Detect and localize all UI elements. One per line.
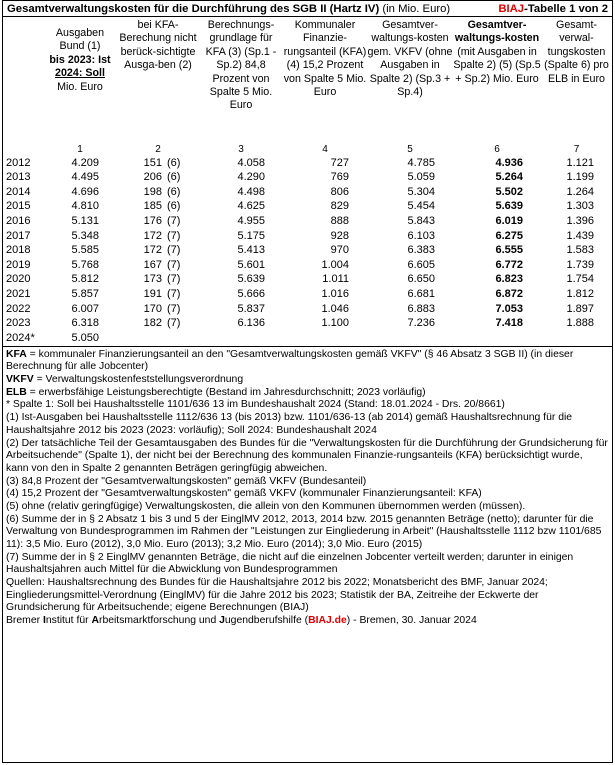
header-col1-text: Ausgaben Bund (1) — [55, 27, 105, 53]
cell-col5 — [367, 331, 453, 346]
note-star: * Spalte 1: Soll bei Haushaltsstelle 1101/636 13 im Bundeshaushalt 2024 (Stand: 18.01.2024 - Drs. 20/8661) — [6, 399, 505, 411]
header-col6-bold: Gesamtver-waltungs-kosten — [454, 19, 540, 45]
header-col5: Gesamtver-waltungs-kosten gem. VKFV (ohne Ausgaben in Spalte 2) (Sp.3 + Sp.4) — [367, 19, 453, 98]
term-elb: ELB — [6, 386, 27, 398]
column-number-row — [3, 143, 612, 156]
cell-col1: 5.768 — [71, 258, 99, 271]
cell-col3: 4.955 — [237, 215, 265, 228]
table-row — [3, 214, 612, 229]
cell-col4: 727 — [330, 156, 349, 169]
cell-year: 2019 — [6, 258, 31, 271]
note-elb — [6, 387, 608, 400]
page-title — [7, 3, 450, 17]
colnum-7: 7 — [573, 143, 580, 155]
cell-col7: 1.439 — [566, 229, 594, 242]
note-vkfv-text: = Verwaltungskostenfeststellungsverordnung — [33, 374, 244, 386]
cell-col6: 6.555 — [495, 244, 523, 257]
cell-col5: 6.650 — [407, 273, 435, 286]
cell-col2 — [117, 200, 199, 215]
colnum-6: 6 — [494, 143, 500, 155]
cell-col7: 1.583 — [566, 244, 594, 257]
cell-col2-note: (7) — [167, 215, 181, 228]
table-label — [498, 3, 608, 17]
cell-col4: 806 — [330, 185, 349, 198]
header-col4: Kommunaler Finanzie-rungsanteil (KFA) (4) 15,2 Prozent von Spalte 5 Mio. Euro — [283, 19, 367, 98]
cell-col2-note: (7) — [167, 258, 181, 271]
cell-col3: 5.175 — [237, 229, 265, 242]
colnum-1: 1 — [77, 143, 83, 155]
cell-col5: 5.304 — [407, 185, 435, 198]
cell-col1: 5.585 — [71, 244, 99, 257]
cell-col7: 1.199 — [566, 171, 594, 184]
cell-col7: 1.739 — [566, 258, 594, 271]
header-col3: Berechnungs-grundlage für KFA (3) (Sp.1 - Sp.2) 84,8 Prozent von Spalte 5 Mio. Euro — [205, 19, 277, 112]
note-2: (2) Der tatsächliche Teil der Gesamtausgaben des Bundes für die "Verwaltungskosten für die Durchführung der Grundsicherung für Arbeitsuchende" (Spalte 1), der nicht bei der Berechnung des kommunalen Finanzie-rungsanteils (KFA) berücksichtigt wurde, kann von den in Spalte 2 genannten Beträgen geringfügig abweichen. — [6, 437, 608, 474]
cell-col2 — [117, 171, 199, 186]
cell-col5: 6.883 — [407, 302, 435, 315]
cell-col7 — [541, 331, 612, 346]
colnum-5: 5 — [407, 143, 413, 155]
cell-col2-note: (6) — [167, 185, 181, 198]
cell-col1: 4.495 — [71, 171, 99, 184]
colnum-blank — [3, 143, 43, 156]
header-col2: bei KFA-Berechung nicht berück-sichtigte Ausga-ben (2) — [119, 19, 197, 72]
footer-website-link[interactable]: BIAJ.de — [308, 615, 347, 627]
cell-col3: 5.639 — [237, 273, 265, 286]
cell-year: 2012 — [6, 156, 31, 169]
header-col6 — [453, 17, 541, 143]
cell-col2 — [117, 331, 199, 346]
cell-col1: 6.318 — [71, 317, 99, 330]
cell-year: 2022 — [6, 302, 31, 315]
cell-col2-note: (6) — [167, 200, 181, 213]
cell-year: 2016 — [6, 215, 31, 228]
cell-col4: 1.016 — [321, 288, 349, 301]
cell-col3: 5.413 — [237, 244, 265, 257]
cell-col3: 5.601 — [237, 258, 265, 271]
cell-col1: 5.050 — [43, 331, 117, 346]
title-unit: (in Mio. Euro) — [382, 3, 451, 15]
cell-col4: 1.046 — [321, 302, 349, 315]
cell-col4: 829 — [330, 200, 349, 213]
cell-col6: 6.872 — [495, 288, 523, 301]
cell-col1: 4.810 — [71, 200, 99, 213]
cell-col7: 1.264 — [566, 185, 594, 198]
cell-col2-value: 167 — [143, 258, 162, 271]
cell-col4: 928 — [330, 229, 349, 242]
cell-col4: 1.100 — [321, 317, 349, 330]
cell-col2-value: 151 — [143, 156, 162, 169]
table-row — [3, 229, 612, 244]
cell-col1: 4.696 — [71, 185, 99, 198]
cell-col5: 4.785 — [407, 156, 435, 169]
title-row — [3, 1, 612, 17]
cell-year: 2014 — [6, 185, 31, 198]
cell-col7: 1.121 — [566, 156, 594, 169]
cell-year: 2017 — [6, 229, 31, 242]
cell-col3: 4.290 — [237, 171, 265, 184]
cell-col5: 5.059 — [407, 171, 435, 184]
cell-col6: 6.275 — [495, 229, 523, 242]
table-row — [3, 317, 612, 332]
cell-col2 — [117, 229, 199, 244]
cell-col6: 6.772 — [495, 258, 523, 271]
note-vkfv — [6, 374, 608, 387]
cell-col5: 6.103 — [407, 229, 435, 242]
colnum-4: 4 — [322, 143, 328, 155]
cell-col5: 6.681 — [407, 288, 435, 301]
cell-col2-note: (7) — [167, 288, 181, 301]
cell-col7: 1.888 — [566, 317, 594, 330]
header-col1-ist: bis 2023: Ist — [49, 53, 111, 66]
cell-col5: 5.843 — [407, 215, 435, 228]
cell-col1: 5.131 — [71, 215, 99, 228]
cell-col6: 7.053 — [495, 302, 523, 315]
header-col1-unit: Mio. Euro — [57, 80, 103, 93]
cell-col2-value: 206 — [143, 171, 162, 184]
term-kfa: KFA — [6, 348, 27, 360]
table-row — [3, 185, 612, 200]
cell-col3: 4.498 — [237, 185, 265, 198]
cell-col1: 5.812 — [71, 273, 99, 286]
footer-part: nstitut für — [45, 615, 92, 627]
cell-year: 2020 — [6, 273, 31, 286]
cell-col2-value: 173 — [143, 273, 162, 286]
table-row — [3, 156, 612, 171]
cell-col2 — [117, 302, 199, 317]
cell-col6: 7.418 — [495, 317, 523, 330]
cell-col6: 6.019 — [495, 215, 523, 228]
cell-col7: 1.754 — [566, 273, 594, 286]
cell-col4: 888 — [330, 215, 349, 228]
cell-col6 — [453, 331, 541, 346]
cell-col4 — [283, 331, 367, 346]
table-row — [3, 171, 612, 186]
cell-col5: 6.383 — [407, 244, 435, 257]
cell-col3: 4.625 — [237, 200, 265, 213]
cell-col7: 1.897 — [566, 302, 594, 315]
note-6: (6) Summe der in § 2 Absatz 1 bis 3 und 5 der EinglMV 2012, 2013, 2014 bzw. 2015 genannten Beträge (netto); darunter für die Verwaltung von Bundesprogrammen im Rahmen der "Leistungen zur Eingliederung in Arbeit" (Haushaltsstelle 1112 bzw 1101/685 11): 3,5 Mio. Euro (2012), 3,0 Mio. Euro (2013); 3,2 Mio. Euro (2014); 3,0 Mio. Euro (2015) — [6, 513, 602, 551]
cell-col2 — [117, 156, 199, 171]
cell-col4: 1.004 — [321, 258, 349, 271]
cell-col2 — [117, 214, 199, 229]
cell-col3: 4.058 — [237, 156, 265, 169]
cell-col1: 6.007 — [71, 302, 99, 315]
note-kfa-text: = kommunaler Finanzierungsanteil an den "Gesamtverwaltungskosten gemäß VKFV" (§ 46 Absatz 3 SGB II) (in dieser Berechnung für alle Jobcenter) — [6, 348, 574, 373]
cell-year: 2024* — [3, 331, 43, 346]
cell-col4: 1.011 — [322, 273, 349, 286]
footer-credit — [6, 615, 608, 628]
header-col7: Gesamt-verwal-tungskosten (Spalte 6) pro ELB in Euro — [544, 19, 609, 85]
note-3: (3) 84,8 Prozent der "Gesamtverwaltungskosten" gemäß VKFV (Bundesanteil) — [6, 475, 367, 487]
table-row — [3, 244, 612, 259]
cell-year: 2021 — [6, 288, 31, 301]
footer-part: rbeitsmarktforschung und — [98, 615, 220, 627]
cell-col7: 1.812 — [566, 288, 594, 301]
cell-col7: 1.396 — [566, 215, 594, 228]
cell-col2 — [117, 258, 199, 273]
footnotes — [3, 347, 612, 628]
cell-col5: 7.236 — [407, 317, 435, 330]
header-col1-soll: 2024: Soll — [55, 67, 105, 80]
table-document — [2, 0, 613, 763]
cell-col2-note: (7) — [167, 244, 181, 257]
table-number: -Tabelle 1 von 2 — [524, 3, 608, 15]
cell-col6: 4.936 — [495, 156, 523, 169]
cell-col1: 5.348 — [71, 229, 99, 242]
header-year — [3, 17, 43, 143]
table-row — [3, 273, 612, 288]
header-row — [3, 17, 612, 143]
term-vkfv: VKFV — [6, 374, 34, 386]
cell-year: 2018 — [6, 244, 31, 257]
cell-col2 — [117, 273, 199, 288]
cell-col2-note: (7) — [167, 229, 181, 242]
footer-part: Bremer — [6, 615, 43, 627]
cell-col3: 5.666 — [237, 288, 265, 301]
cell-col2-value: 198 — [143, 185, 162, 198]
cell-col3: 6.136 — [237, 317, 265, 330]
cell-col2 — [117, 317, 199, 332]
colnum-3: 3 — [238, 143, 244, 155]
cell-col2-note: (7) — [167, 317, 181, 330]
cell-col6: 6.823 — [495, 273, 523, 286]
brand-biaj: BIAJ — [498, 3, 525, 15]
cell-col6: 5.502 — [495, 185, 523, 198]
cell-col2-note: (6) — [167, 156, 181, 169]
note-kfa — [6, 349, 608, 374]
footer-letter-j: J — [219, 615, 225, 627]
note-1: (1) Ist-Ausgaben bei Haushaltsstelle 1112/636 13 (bis 2013) bzw. 1101/636-13 (ab 2014) gemäß Haushaltsrechnung für die Haushaltsjahre 2012 bis 2023 (2023: vorläufig); Soll 2024: Bundeshaushalt 2024 — [6, 412, 573, 436]
colnum-2: 2 — [155, 143, 161, 155]
cell-col3 — [199, 331, 283, 346]
cell-col3: 5.837 — [237, 302, 265, 315]
note-4: (4) 15,2 Prozent der "Gesamtverwaltungskosten" gemäß VKFV (kommunaler Finanzierungsanteil: KFA) — [6, 488, 482, 500]
header-col6-text: (mit Ausgaben in Spalte 2) (5) (Sp.5 + Sp.2) Mio. Euro — [453, 45, 541, 85]
cell-col6: 5.264 — [495, 171, 523, 184]
cell-col1: 4.209 — [71, 156, 99, 169]
cell-col4: 970 — [330, 244, 349, 257]
cell-col5: 5.454 — [407, 200, 435, 213]
cell-col2-value: 182 — [143, 317, 162, 330]
cell-year: 2013 — [6, 171, 31, 184]
table-row — [3, 302, 612, 317]
cell-year: 2023 — [6, 317, 31, 330]
cell-col1: 5.857 — [71, 288, 99, 301]
footer-letter-a: A — [91, 615, 99, 627]
cost-table — [3, 17, 612, 347]
header-col1 — [43, 17, 117, 143]
cell-year: 2015 — [6, 200, 31, 213]
cell-col5: 6.605 — [407, 258, 435, 271]
footer-date: ) - Bremen, 30. Januar 2024 — [346, 615, 477, 627]
cell-col6: 5.639 — [495, 200, 523, 213]
cell-col2-value: 172 — [143, 229, 162, 242]
cell-col2-value: 176 — [143, 215, 162, 228]
table-row — [3, 331, 612, 346]
cell-col2-note: (7) — [167, 273, 181, 286]
note-sources: Quellen: Haushaltsrechnung des Bundes für die Haushaltsjahre 2012 bis 2022; Monatsbericht des BMF, Januar 2024; Eingliederungsmittel-Verordnung (EinglMV) für die Jahre 2012 bis 2023; Statistik der BA, Zeitreihe der Eckwerte der Grundsicherung für Arbeitsuchende; eigene Berechnungen (BIAJ) — [6, 577, 548, 614]
title-main: Gesamtverwaltungskosten für die Durchführung des SGB II (Hartz IV) — [7, 3, 380, 15]
table-row — [3, 200, 612, 215]
table-row — [3, 258, 612, 273]
footer-part: ugendberufshilfe ( — [224, 615, 309, 627]
note-5: (5) ohne (relativ geringfügige) Verwaltungskosten, die allein von den Kommunen übernommen werden (müssen). — [6, 500, 526, 512]
cell-col4: 769 — [330, 171, 349, 184]
cell-col2-value: 191 — [143, 288, 162, 301]
cell-col2-value: 185 — [143, 200, 162, 213]
cell-col7: 1.303 — [566, 200, 594, 213]
cell-col2 — [117, 185, 199, 200]
table-row — [3, 287, 612, 302]
note-7: (7) Summe der in § 2 EinglMV genannten Beträge, die nicht auf die einzelnen Jobcenter verteilt werden; darunter in einigen Haushaltsjahren auch Mittel für die Abwicklung von Bundesprogrammen — [6, 551, 574, 576]
cell-col2-note: (6) — [167, 171, 181, 184]
footer-letter-i: I — [42, 615, 46, 627]
cell-col2 — [117, 287, 199, 302]
cell-col2-value: 170 — [143, 302, 162, 315]
cell-col2-value: 172 — [143, 244, 162, 257]
cell-col2 — [117, 244, 199, 259]
note-elb-text: = erwerbsfähige Leistungsberechtigte (Bestand im Jahresdurchschnitt; 2023 vorläufig) — [26, 386, 426, 398]
cell-col2-note: (7) — [167, 302, 181, 315]
